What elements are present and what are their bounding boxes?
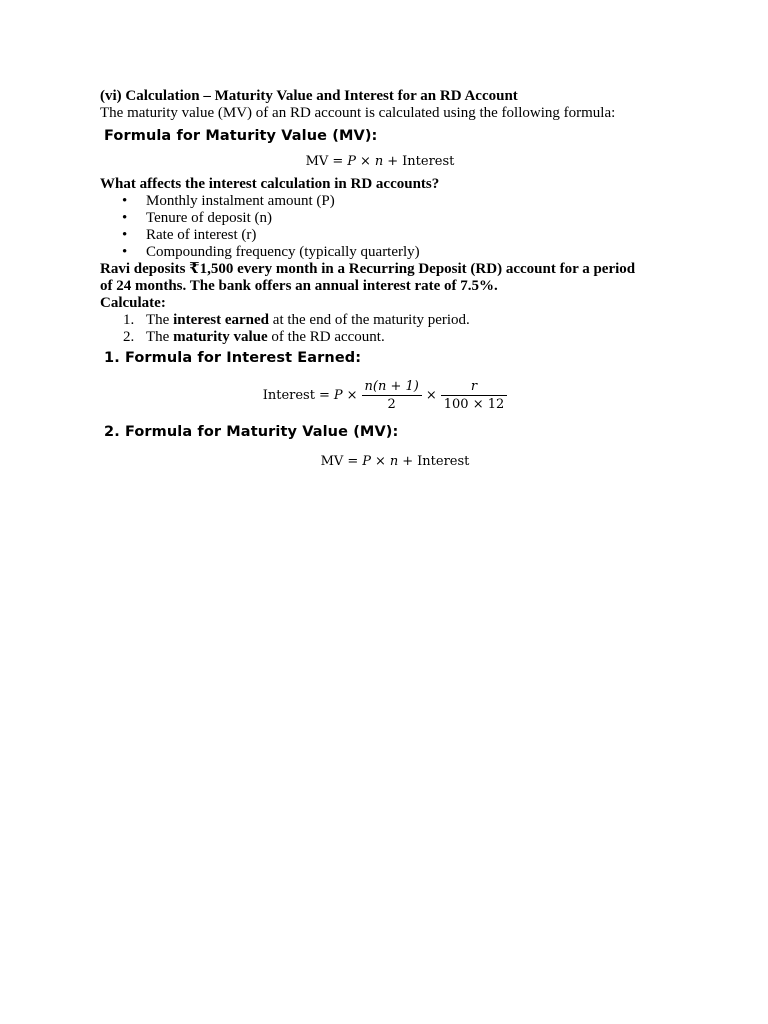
section-heading: (vi) Calculation – Maturity Value and Interest for an RD Account: [100, 88, 518, 104]
task-text-post: at the end of the maturity period.: [269, 312, 470, 328]
mv2-lhs: MV: [320, 454, 344, 469]
formula-mv-lhs: MV: [305, 154, 329, 169]
list-item: [100, 210, 660, 227]
fraction-2-denominator: 100 × 12: [443, 397, 505, 412]
interest-formula-p: P: [333, 388, 343, 403]
intro-text: The maturity value (MV) of an RD account is calculated using the following formula:: [100, 105, 616, 121]
interest-formula: [110, 379, 660, 412]
list-item: [100, 227, 660, 244]
task-text-bold: interest earned: [173, 312, 270, 328]
mv2-p: P: [362, 454, 371, 469]
mv2-times: ×: [374, 454, 386, 469]
affects-heading: What affects the interest calculation in RD accounts?: [100, 176, 440, 192]
formula-mv-times: ×: [359, 154, 371, 169]
list-item: [100, 193, 660, 210]
task-item: [100, 329, 660, 346]
task-text-post: of the RD account.: [267, 329, 385, 345]
mv2-plus: +: [402, 454, 414, 469]
task-text-pre: The: [146, 312, 174, 328]
formula-mv-rhs: Interest: [402, 154, 455, 169]
problem-line-2: of 24 months. The bank offers an annual interest rate of 7.5%.: [100, 278, 498, 294]
fraction-1-numerator: n(n + 1): [362, 379, 422, 396]
bullet-icon: •: [122, 193, 128, 209]
list-item-text: Monthly instalment amount (P): [146, 193, 335, 209]
mv2-n: n: [389, 454, 399, 469]
formula-mv-n: n: [374, 154, 384, 169]
problem-line-1: Ravi deposits ₹1,500 every month in a Recurring Deposit (RD) account for a period: [100, 261, 636, 277]
formula-mv: [100, 151, 660, 173]
fraction-2-numerator: r: [441, 379, 508, 396]
list-item-text: Rate of interest (r): [146, 227, 257, 243]
formula-mv-title: Formula for Maturity Value (MV):: [104, 128, 378, 144]
tasks-list: [100, 312, 660, 346]
formula-mv-eq: =: [332, 154, 344, 169]
interest-fraction-1: [362, 379, 422, 412]
bullet-icon: •: [122, 227, 128, 243]
bullet-icon: •: [122, 210, 128, 226]
formula-mv-plus: +: [387, 154, 399, 169]
interest-formula-eq: =: [318, 388, 330, 403]
fraction-1-denominator: 2: [387, 397, 396, 412]
interest-formula-times-1: ×: [346, 388, 358, 403]
formula-mv-p: P: [347, 154, 356, 169]
mv-formula-2: [130, 451, 660, 473]
list-item-text: Compounding frequency (typically quarterly): [146, 244, 420, 260]
mv-formula-title-2: 2. Formula for Maturity Value (MV):: [104, 424, 399, 440]
affects-list: [100, 193, 660, 261]
bullet-icon: •: [122, 244, 128, 260]
mv2-rhs: Interest: [417, 454, 470, 469]
task-text-pre: The: [146, 329, 174, 345]
list-item: [100, 244, 660, 261]
task-number: 2.: [123, 329, 135, 345]
list-item-text: Tenure of deposit (n): [146, 210, 272, 226]
interest-formula-title: 1. Formula for Interest Earned:: [104, 350, 362, 366]
task-number: 1.: [123, 312, 135, 328]
interest-formula-times-2: ×: [425, 388, 437, 403]
task-text-bold: maturity value: [173, 329, 268, 345]
interest-formula-lhs: Interest: [262, 388, 315, 403]
task-item: [100, 312, 660, 329]
interest-fraction-2: [441, 379, 508, 412]
calculate-label: Calculate:: [100, 295, 166, 311]
mv2-eq: =: [347, 454, 359, 469]
document-page: [100, 88, 660, 473]
